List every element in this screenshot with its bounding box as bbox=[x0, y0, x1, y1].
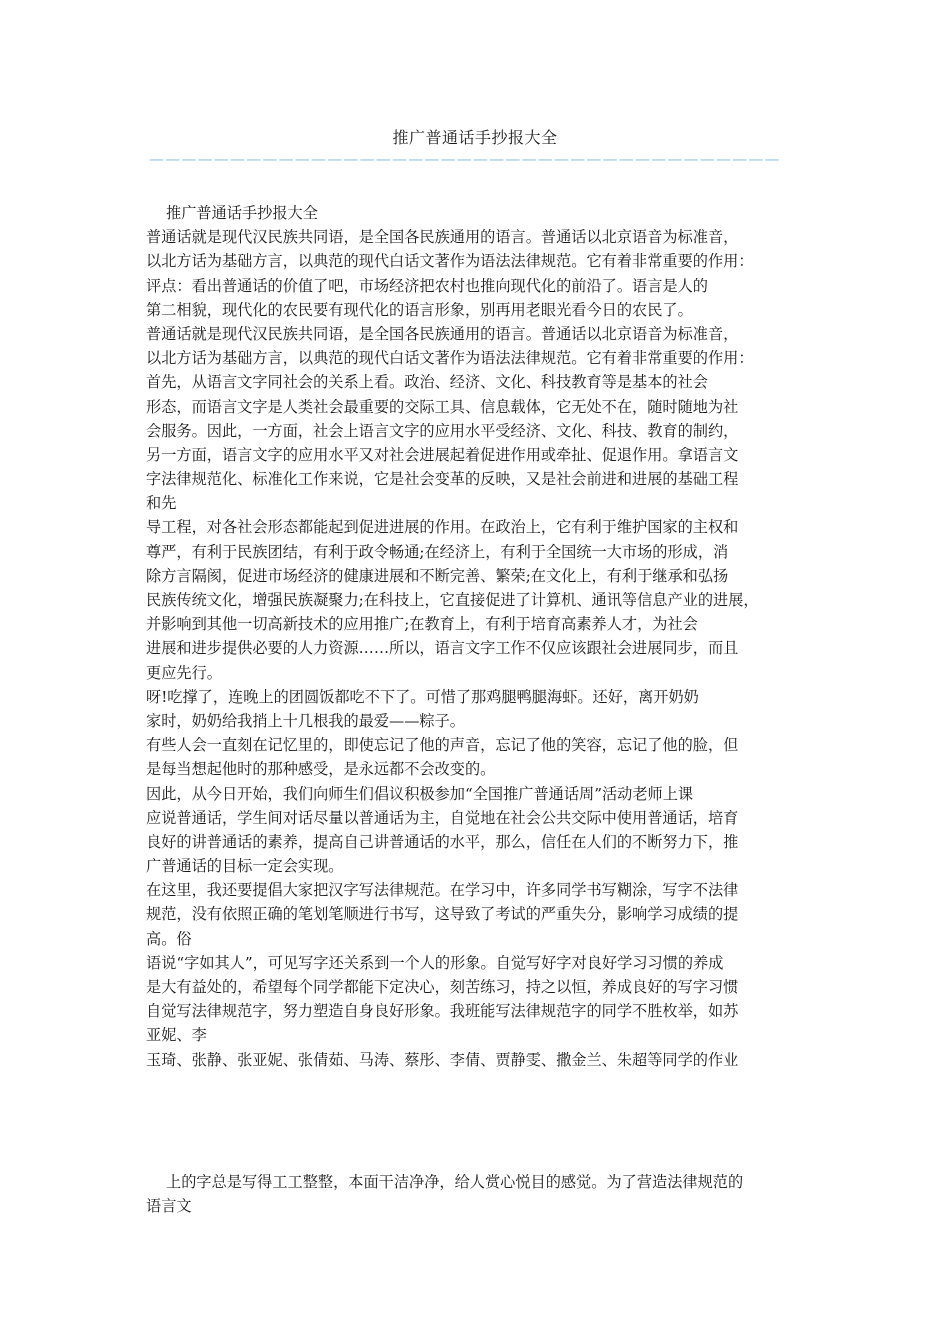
body-line: 呀!吃撑了，连晚上的团圆饭都吃不下了。可惜了那鸡腿鸭腿海虾。还好，离开奶奶 bbox=[146, 687, 699, 706]
body-line: 自觉写法律规范字，努力塑造自身良好形象。我班能写法律规范字的同学不胜枚举，如苏 bbox=[146, 1002, 739, 1021]
body-line: 评点：看出普通话的价值了吧，市场经济把农村也推向现代化的前沿了。语言是人的 bbox=[146, 276, 708, 295]
body-line: 亚妮、李 bbox=[146, 1026, 207, 1045]
body-line: 字法律规范化、标准化工作来说，它是社会变革的反映，又是社会前进和进展的基础工程 bbox=[146, 470, 739, 489]
body-line: 形态，而语言文字是人类社会最重要的交际工具、信息载体，它无处不在，随时随地为社 bbox=[146, 397, 739, 416]
body-line: 和先 bbox=[146, 494, 177, 513]
body-line: 普通话就是现代汉民族共同语，是全国各民族通用的语言。普通话以北京语音为标准音， bbox=[146, 228, 739, 247]
body-line: 另一方面，语言文字的应用水平又对社会进展起着促进作用或牵扯、促退作用。拿语言文 bbox=[146, 445, 739, 464]
body-line: 因此，从今日开始，我们向师生们倡议积极参加“全国推广普通话周”活动老师上课 bbox=[146, 784, 694, 803]
body-line: 尊严，有利于民族团结，有利于政令畅通;在经济上，有利于全国统一大市场的形成，消 bbox=[146, 542, 729, 561]
body-line: 上的字总是写得工工整整，本面干洁净净，给人赏心悦目的感觉。为了营造法律规范的 bbox=[166, 1173, 744, 1191]
body-line: 家时，奶奶给我捎上十几根我的最爱——粽子。 bbox=[146, 711, 465, 730]
body-line: 进展和进步提供必要的人力资源……所以，语言文字工作不仅应该跟社会进展同步，而且 bbox=[146, 639, 739, 658]
body-line: 语言文 bbox=[146, 1197, 192, 1216]
body-line: 以北方话为基础方言，以典范的现代白话文著作为语法法律规范。它有着非常重要的作用： bbox=[146, 252, 754, 271]
body-line: 会服务。因此，一方面，社会上语言文字的应用水平受经济、文化、科技、教育的制约， bbox=[146, 421, 739, 440]
body-line: 在这里，我还要提倡大家把汉字写法律规范。在学习中，许多同学书写糊涂，写字不法律 bbox=[146, 881, 739, 900]
body-line: 是大有益处的，希望每个同学都能下定决心，刻苦练习，持之以恒，养成良好的写字习惯 bbox=[146, 978, 739, 996]
body-line: 良好的讲普通话的素养，提高自己讲普通话的水平，那么，信任在人们的不断努力下，推 bbox=[146, 832, 739, 851]
body-line: 并影响到其他一切高新技术的应用推广;在教育上，有利于培育高素养人才，为社会 bbox=[146, 615, 698, 634]
body-line: 规范，没有依照正确的笔划笔顺进行书写，这导致了考试的严重失分，影响学习成绩的提 bbox=[146, 905, 739, 924]
body-line: 应说普通话，学生间对话尽量以普通话为主，自觉地在社会公共交际中使用普通话，培育 bbox=[146, 808, 739, 827]
body-line: 除方言隔阂，促进市场经济的健康进展和不断完善、繁荣;在文化上，有利于继承和弘扬 bbox=[146, 566, 729, 585]
title-divider: ——————————————————————————————————————— bbox=[149, 150, 781, 168]
document-title: 推广普通话手抄报大全 bbox=[392, 128, 558, 147]
body-line: 民族传统文化，增强民族凝聚力;在科技上，它直接促进了计算机、通讯等信息产业的进展， bbox=[146, 591, 759, 609]
body-line: 玉琦、张静、张亚妮、张倩茹、马涛、蔡彤、李倩、贾静雯、撒金兰、朱超等同学的作业 bbox=[146, 1050, 739, 1069]
body-line: 首先，从语言文字同社会的关系上看。政治、经济、文化、科技教育等是基本的社会 bbox=[146, 373, 708, 392]
section-heading: 推广普通话手抄报大全 bbox=[166, 204, 318, 222]
body-line: 以北方话为基础方言，以典范的现代白话文著作为语法法律规范。它有着非常重要的作用： bbox=[146, 349, 754, 368]
body-line: 广普通话的目标一定会实现。 bbox=[146, 857, 344, 876]
body-line: 高。俗 bbox=[146, 929, 192, 948]
document-body-continued bbox=[146, 1170, 836, 1218]
body-line: 语说“字如其人”，可见写字还关系到一个人的形象。自觉写好字对良好学习习惯的养成 bbox=[146, 953, 724, 972]
body-line: 导工程，对各社会形态都能起到促进进展的作用。在政治上，它有利于维护国家的主权和 bbox=[146, 518, 739, 537]
document-body bbox=[146, 201, 836, 1072]
body-line: 更应先行。 bbox=[146, 663, 222, 682]
body-line: 普通话就是现代汉民族共同语，是全国各民族通用的语言。普通话以北京语音为标准音， bbox=[146, 324, 739, 343]
body-line: 是每当想起他时的那种感受，是永远都不会改变的。 bbox=[146, 760, 496, 779]
body-line: 有些人会一直刻在记忆里的，即使忘记了他的声音，忘记了他的笑容，忘记了他的脸，但 bbox=[146, 736, 739, 755]
body-line: 第二相貌，现代化的农民要有现代化的语言形象，别再用老眼光看今日的农民了。 bbox=[146, 300, 693, 319]
